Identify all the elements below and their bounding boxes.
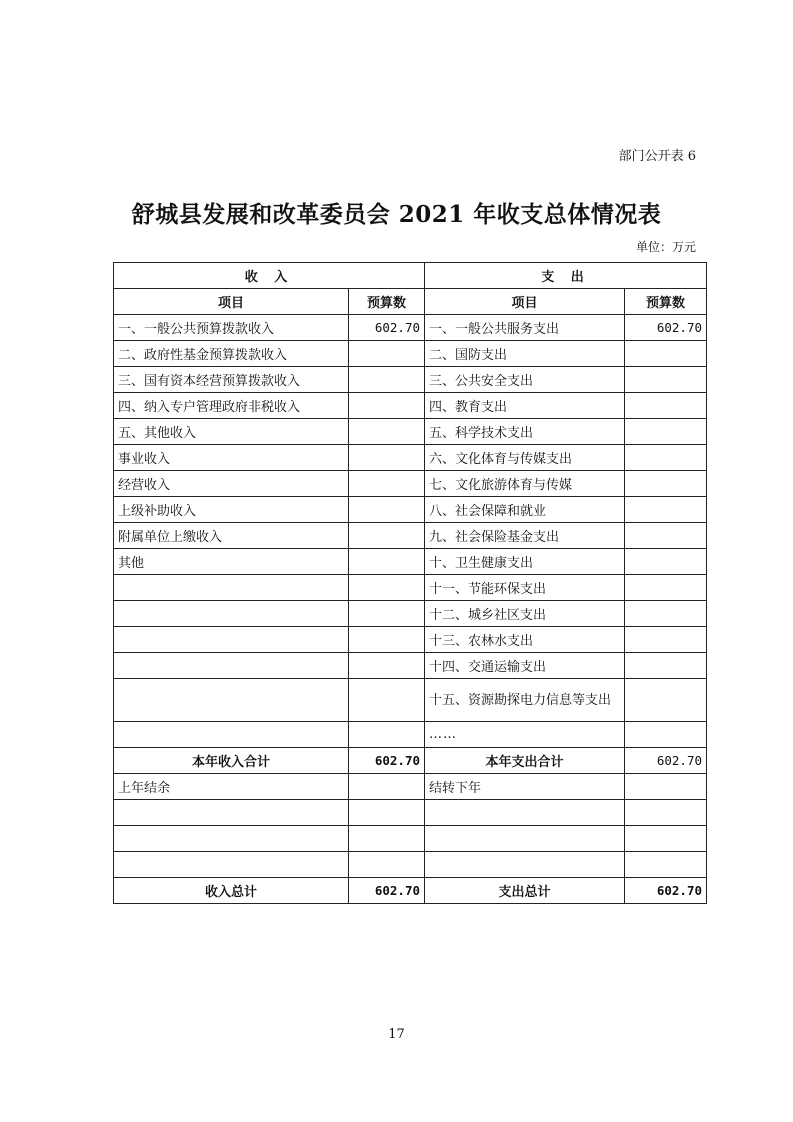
expense-value: [625, 627, 707, 653]
expense-value: [625, 419, 707, 445]
expense-label: 三、公共安全支出: [425, 367, 625, 393]
income-label: 二、政府性基金预算拨款收入: [114, 341, 349, 367]
income-label: 一、一般公共预算拨款收入: [114, 315, 349, 341]
table-row: [114, 653, 707, 679]
expense-value: [625, 575, 707, 601]
expense-label: 六、文化体育与传媒支出: [425, 445, 625, 471]
table-row: [114, 679, 707, 722]
expense-label: 十四、交通运输支出: [425, 653, 625, 679]
table-header-row: [114, 263, 707, 289]
empty-cell: [349, 852, 425, 878]
income-value: [349, 653, 425, 679]
expense-value: [625, 679, 707, 722]
table-row: [114, 601, 707, 627]
expense-header: 支 出: [425, 263, 707, 289]
income-value: [349, 497, 425, 523]
table-row: [114, 826, 707, 852]
expense-label: ……: [425, 722, 625, 748]
table-row: [114, 852, 707, 878]
income-value: [349, 679, 425, 722]
expense-value: [625, 653, 707, 679]
income-header: 收 入: [114, 263, 425, 289]
year-income-total-label: 本年收入合计: [114, 748, 349, 774]
expense-label: 二、国防支出: [425, 341, 625, 367]
expense-label: 十五、资源勘探电力信息等支出: [425, 679, 625, 722]
income-label: [114, 575, 349, 601]
income-value: 602.70: [349, 315, 425, 341]
income-value: [349, 523, 425, 549]
year-income-total-value: 602.70: [349, 748, 425, 774]
grand-total-row: [114, 878, 707, 904]
grand-expense-total-label: 支出总计: [425, 878, 625, 904]
expense-value: [625, 497, 707, 523]
income-value: [349, 393, 425, 419]
table-row: [114, 549, 707, 575]
income-value: [349, 419, 425, 445]
income-label: 事业收入: [114, 445, 349, 471]
empty-cell: [425, 852, 625, 878]
grand-income-total-label: 收入总计: [114, 878, 349, 904]
table-row: [114, 445, 707, 471]
table-row: [114, 575, 707, 601]
income-value: [349, 575, 425, 601]
expense-value: [625, 549, 707, 575]
expense-value: 602.70: [625, 315, 707, 341]
table-row: [114, 367, 707, 393]
budget-table: [113, 262, 707, 904]
expense-value: [625, 367, 707, 393]
income-value: [349, 367, 425, 393]
income-label: 上级补助收入: [114, 497, 349, 523]
grand-income-total-value: 602.70: [349, 878, 425, 904]
income-label: [114, 653, 349, 679]
page-number: 17: [388, 1027, 405, 1042]
expense-value: [625, 471, 707, 497]
expense-label: 十二、城乡社区支出: [425, 601, 625, 627]
income-label: 附属单位上缴收入: [114, 523, 349, 549]
table-subheader-row: [114, 289, 707, 315]
income-value: [349, 549, 425, 575]
table-row: [114, 393, 707, 419]
table-row: [114, 627, 707, 653]
table-row: [114, 800, 707, 826]
carry-forward-label: 结转下年: [425, 774, 625, 800]
prior-year-balance-value: [349, 774, 425, 800]
empty-cell: [625, 852, 707, 878]
table-row: [114, 523, 707, 549]
grand-expense-total-value: 602.70: [625, 878, 707, 904]
carry-forward-value: [625, 774, 707, 800]
empty-cell: [114, 800, 349, 826]
expense-label: 八、社会保障和就业: [425, 497, 625, 523]
income-label: [114, 679, 349, 722]
table-row: [114, 497, 707, 523]
prior-year-balance-label: 上年结余: [114, 774, 349, 800]
empty-cell: [114, 852, 349, 878]
income-label: 三、国有资本经营预算拨款收入: [114, 367, 349, 393]
income-label: 其他: [114, 549, 349, 575]
expense-label: 四、教育支出: [425, 393, 625, 419]
unit-label: 单位：万元: [635, 240, 696, 254]
year-expense-total-label: 本年支出合计: [425, 748, 625, 774]
expense-label: 七、文化旅游体育与传媒: [425, 471, 625, 497]
income-item-header: 项目: [114, 289, 349, 315]
income-value: [349, 722, 425, 748]
empty-cell: [114, 826, 349, 852]
expense-item-header: 项目: [425, 289, 625, 315]
expense-value: [625, 393, 707, 419]
income-value: [349, 601, 425, 627]
year-expense-total-value: 602.70: [625, 748, 707, 774]
expense-budget-header: 预算数: [625, 289, 707, 315]
expense-label: 一、一般公共服务支出: [425, 315, 625, 341]
empty-cell: [349, 800, 425, 826]
income-budget-header: 预算数: [349, 289, 425, 315]
form-number: 部门公开表 6: [618, 149, 696, 164]
income-label: 五、其他收入: [114, 419, 349, 445]
table-row: [114, 722, 707, 748]
income-value: [349, 627, 425, 653]
year-total-row: [114, 748, 707, 774]
expense-label: 十一、节能环保支出: [425, 575, 625, 601]
table-row: [114, 419, 707, 445]
income-label: [114, 601, 349, 627]
income-value: [349, 471, 425, 497]
expense-value: [625, 445, 707, 471]
empty-cell: [425, 800, 625, 826]
income-value: [349, 445, 425, 471]
expense-value: [625, 722, 707, 748]
expense-value: [625, 601, 707, 627]
income-label: [114, 722, 349, 748]
expense-label: 九、社会保险基金支出: [425, 523, 625, 549]
carry-row: [114, 774, 707, 800]
page-title: 舒城县发展和改革委员会 2021 年收支总体情况表: [131, 201, 662, 228]
table-row: [114, 471, 707, 497]
empty-cell: [425, 826, 625, 852]
expense-label: 十三、农林水支出: [425, 627, 625, 653]
empty-cell: [349, 826, 425, 852]
empty-cell: [625, 826, 707, 852]
expense-label: 十、卫生健康支出: [425, 549, 625, 575]
expense-value: [625, 341, 707, 367]
income-label: 经营收入: [114, 471, 349, 497]
income-value: [349, 341, 425, 367]
table-row: [114, 341, 707, 367]
income-label: [114, 627, 349, 653]
income-label: 四、纳入专户管理政府非税收入: [114, 393, 349, 419]
expense-value: [625, 523, 707, 549]
expense-label: 五、科学技术支出: [425, 419, 625, 445]
empty-cell: [625, 800, 707, 826]
table-row: [114, 315, 707, 341]
